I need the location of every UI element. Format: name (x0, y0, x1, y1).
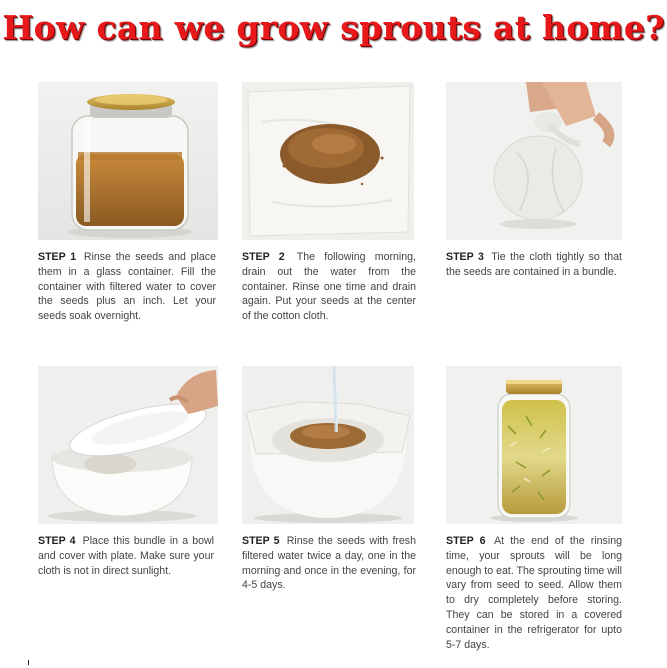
step-3-label: STEP 3 (446, 251, 484, 263)
step-2-text: The following morning, drain out the water from the container. Rinse one time and drain again. Put your seeds at the center of the cotton cloth. (242, 251, 416, 323)
corner-mark (28, 660, 29, 665)
step-1-photo (38, 82, 218, 240)
step-2-label: STEP 2 (242, 251, 285, 263)
step-6-description (446, 534, 622, 652)
step-4-description (38, 534, 214, 578)
step-4-label: STEP 4 (38, 535, 76, 547)
step-6-photo (446, 366, 622, 524)
step-6-text: At the end of the rinsing time, your sprouts will be long enough to eat. The sprouting time will vary from seed to seed. Allow them to dry completely before storing. They can be stored in a covered container in the refrigerator for upto 5-7 days. (446, 535, 622, 651)
step-1-label: STEP 1 (38, 251, 77, 263)
step-6-label: STEP 6 (446, 535, 486, 547)
step-1-description (38, 250, 216, 324)
step-5-photo (242, 366, 414, 524)
step-1-text: Rinse the seeds and place them in a glass container. Fill the container with filtered water to cover the seeds plus an inch. Let your seeds soak overnight. (38, 251, 216, 323)
step-2-description (242, 250, 416, 324)
step-5-description (242, 534, 416, 593)
page-title: How can we grow sprouts at home? (2, 8, 665, 47)
step-4-photo (38, 366, 218, 524)
step-2-photo (242, 82, 414, 240)
step-3-photo (446, 82, 622, 240)
step-5-text: Rinse the seeds with fresh filtered water twice a day, one in the morning and once in the evening, for 4-5 days. (242, 535, 416, 592)
step-3-description (446, 250, 622, 280)
step-3-text: Tie the cloth tightly so that the seeds are contained in a bundle. (446, 251, 622, 278)
step-4-text: Place this bundle in a bowl and cover with plate. Make sure your cloth is not in direct sunlight. (38, 535, 214, 577)
step-5-label: STEP 5 (242, 535, 280, 547)
